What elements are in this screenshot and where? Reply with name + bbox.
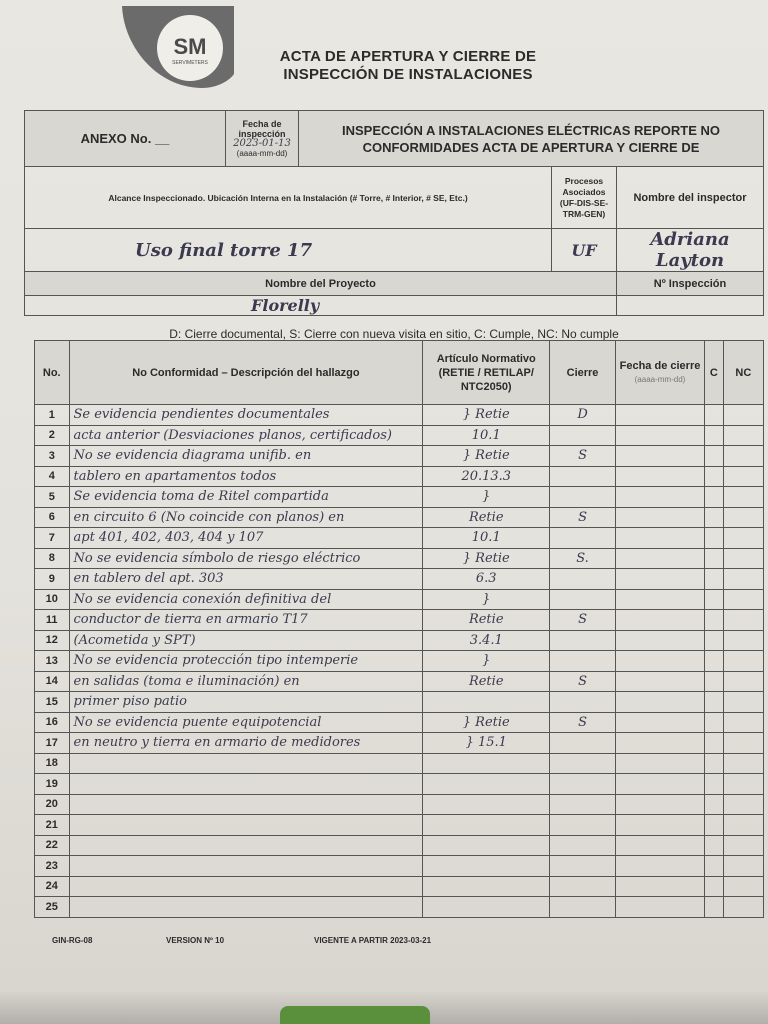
row-nc <box>723 589 763 610</box>
row-article: 20.13.3 <box>423 466 550 487</box>
table-row <box>35 630 764 651</box>
row-nc <box>723 876 763 897</box>
row-nc <box>723 835 763 856</box>
row-description <box>69 897 423 918</box>
row-nc <box>723 405 763 426</box>
row-nc <box>723 651 763 672</box>
row-description: en circuito 6 (No coincide con planos) en <box>69 507 423 528</box>
row-closure: S <box>550 446 616 467</box>
table-row <box>35 692 764 713</box>
row-closure <box>550 774 616 795</box>
row-nc <box>723 446 763 467</box>
row-c <box>705 651 724 672</box>
row-closure <box>550 651 616 672</box>
row-nc <box>723 528 763 549</box>
row-closure <box>550 630 616 651</box>
row-article: } Retie <box>423 712 550 733</box>
row-closure: S <box>550 507 616 528</box>
table-row <box>35 405 764 426</box>
row-c <box>705 671 724 692</box>
col-description: No Conformidad – Descripción del hallazgo <box>69 341 423 405</box>
row-close-date <box>615 897 704 918</box>
table-row <box>35 569 764 590</box>
table-row <box>35 487 764 508</box>
table-row <box>35 651 764 672</box>
inspection-no-label: Nº Inspección <box>617 272 764 296</box>
table-row <box>35 815 764 836</box>
row-number: 15 <box>35 692 70 713</box>
row-nc <box>723 794 763 815</box>
row-number: 3 <box>35 446 70 467</box>
row-number: 25 <box>35 897 70 918</box>
annex-label: ANEXO No. __ <box>25 111 226 167</box>
row-closure <box>550 692 616 713</box>
row-c <box>705 610 724 631</box>
row-close-date <box>615 610 704 631</box>
sm-logo <box>118 4 234 90</box>
row-nc <box>723 610 763 631</box>
table-row <box>35 548 764 569</box>
row-article: } <box>423 589 550 610</box>
table-row <box>35 712 764 733</box>
row-number: 1 <box>35 405 70 426</box>
processes-label: Procesos Asociados (UF-DIS-SE-TRM-GEN) <box>552 167 617 229</box>
row-article: Retie <box>423 671 550 692</box>
row-close-date <box>615 733 704 754</box>
row-nc <box>723 753 763 774</box>
row-c <box>705 528 724 549</box>
inspector-value: Adriana Layton <box>617 229 764 272</box>
title-line-1: ACTA DE APERTURA Y CIERRE DE <box>279 48 537 65</box>
document-title <box>258 48 558 84</box>
scope-label: Alcance Inspeccionado. Ubicación Interna en la Instalación (# Torre, # Interior, # SE, Etc.) <box>25 167 552 229</box>
row-c <box>705 446 724 467</box>
row-article <box>423 753 550 774</box>
row-c <box>705 630 724 651</box>
row-closure <box>550 835 616 856</box>
row-closure <box>550 528 616 549</box>
table-row <box>35 897 764 918</box>
row-description: Se evidencia pendientes documentales <box>69 405 423 426</box>
table-row <box>35 425 764 446</box>
table-row <box>35 753 764 774</box>
row-closure: S <box>550 712 616 733</box>
row-number: 9 <box>35 569 70 590</box>
row-number: 21 <box>35 815 70 836</box>
row-description <box>69 856 423 877</box>
row-article <box>423 815 550 836</box>
row-article: Retie <box>423 507 550 528</box>
row-c <box>705 856 724 877</box>
row-close-date <box>615 528 704 549</box>
row-nc <box>723 712 763 733</box>
row-number: 14 <box>35 671 70 692</box>
table-row <box>35 446 764 467</box>
row-description: No se evidencia protección tipo intemperie <box>69 651 423 672</box>
row-number: 24 <box>35 876 70 897</box>
row-description: en tablero del apt. 303 <box>69 569 423 590</box>
row-c <box>705 548 724 569</box>
row-closure: S <box>550 610 616 631</box>
row-nc <box>723 856 763 877</box>
row-description <box>69 794 423 815</box>
col-c: C <box>705 341 724 405</box>
row-c <box>705 589 724 610</box>
row-close-date <box>615 507 704 528</box>
row-article: } <box>423 651 550 672</box>
footer-code: GIN-RG-08 <box>52 936 93 945</box>
row-close-date <box>615 856 704 877</box>
col-close-date <box>615 341 704 405</box>
row-close-date <box>615 794 704 815</box>
row-c <box>705 794 724 815</box>
row-article <box>423 692 550 713</box>
row-description: No se evidencia diagrama unifib. en <box>69 446 423 467</box>
row-close-date <box>615 671 704 692</box>
inspector-label: Nombre del inspector <box>617 167 764 229</box>
row-nc <box>723 733 763 754</box>
row-closure <box>550 569 616 590</box>
row-nc <box>723 897 763 918</box>
row-c <box>705 487 724 508</box>
row-close-date <box>615 589 704 610</box>
row-closure <box>550 466 616 487</box>
row-article <box>423 774 550 795</box>
row-description: No se evidencia símbolo de riesgo eléctrico <box>69 548 423 569</box>
row-article: 10.1 <box>423 425 550 446</box>
row-description: en neutro y tierra en armario de medidores <box>69 733 423 754</box>
row-article: 6.3 <box>423 569 550 590</box>
table-row <box>35 466 764 487</box>
row-number: 23 <box>35 856 70 877</box>
row-article <box>423 835 550 856</box>
row-c <box>705 507 724 528</box>
row-description: Se evidencia toma de Ritel compartida <box>69 487 423 508</box>
row-article: } <box>423 487 550 508</box>
row-closure <box>550 876 616 897</box>
row-number: 7 <box>35 528 70 549</box>
table-row <box>35 528 764 549</box>
row-description: en salidas (toma e iluminación) en <box>69 671 423 692</box>
row-nc <box>723 671 763 692</box>
row-description <box>69 876 423 897</box>
row-close-date <box>615 815 704 836</box>
inspection-no-value <box>617 296 764 316</box>
row-c <box>705 753 724 774</box>
row-description <box>69 753 423 774</box>
row-close-date <box>615 446 704 467</box>
row-closure <box>550 815 616 836</box>
row-description <box>69 835 423 856</box>
row-c <box>705 876 724 897</box>
logo-text: SM <box>173 34 207 59</box>
date-label: Fecha de inspección <box>238 118 286 139</box>
row-close-date <box>615 753 704 774</box>
row-c <box>705 405 724 426</box>
row-c <box>705 425 724 446</box>
row-closure <box>550 753 616 774</box>
row-article: 10.1 <box>423 528 550 549</box>
row-close-date <box>615 876 704 897</box>
row-number: 8 <box>35 548 70 569</box>
row-article: 3.4.1 <box>423 630 550 651</box>
row-description <box>69 774 423 795</box>
close-date-label: Fecha de cierre <box>619 359 701 372</box>
col-nc: NC <box>723 341 763 405</box>
report-title: INSPECCIÓN A INSTALACIONES ELÉCTRICAS REPORTE NO CONFORMIDADES ACTA DE APERTURA Y CIERRE DE <box>299 111 764 167</box>
row-number: 6 <box>35 507 70 528</box>
row-close-date <box>615 712 704 733</box>
process-value: UF <box>552 229 617 272</box>
row-number: 18 <box>35 753 70 774</box>
row-number: 16 <box>35 712 70 733</box>
row-closure <box>550 589 616 610</box>
row-c <box>705 692 724 713</box>
row-close-date <box>615 630 704 651</box>
row-description: apt 401, 402, 403, 404 y 107 <box>69 528 423 549</box>
logo-subtext: SERVIMETERS <box>172 60 208 66</box>
row-close-date <box>615 466 704 487</box>
row-c <box>705 835 724 856</box>
row-c <box>705 712 724 733</box>
findings-table <box>34 340 764 918</box>
row-close-date <box>615 569 704 590</box>
row-c <box>705 897 724 918</box>
row-close-date <box>615 651 704 672</box>
row-description: tablero en apartamentos todos <box>69 466 423 487</box>
row-close-date <box>615 405 704 426</box>
row-c <box>705 733 724 754</box>
date-format: (aaaa-mm-dd) <box>236 148 288 158</box>
row-closure <box>550 897 616 918</box>
title-line-2: INSPECCIÓN DE INSTALACIONES <box>283 66 533 83</box>
date-value: 2023-01-13 <box>233 137 291 149</box>
row-nc <box>723 774 763 795</box>
row-description <box>69 815 423 836</box>
row-description: No se evidencia conexión definitiva del <box>69 589 423 610</box>
row-number: 5 <box>35 487 70 508</box>
row-c <box>705 466 724 487</box>
project-value: Florelly <box>25 296 617 316</box>
row-number: 4 <box>35 466 70 487</box>
row-c <box>705 569 724 590</box>
row-article <box>423 897 550 918</box>
row-closure <box>550 425 616 446</box>
row-close-date <box>615 774 704 795</box>
row-closure <box>550 487 616 508</box>
row-c <box>705 774 724 795</box>
row-nc <box>723 548 763 569</box>
row-close-date <box>615 425 704 446</box>
row-closure <box>550 794 616 815</box>
table-row <box>35 856 764 877</box>
col-article: Artículo Normativo (RETIE / RETILAP/ NTC2050) <box>423 341 550 405</box>
col-closure: Cierre <box>550 341 616 405</box>
row-c <box>705 815 724 836</box>
row-article <box>423 794 550 815</box>
row-close-date <box>615 692 704 713</box>
row-nc <box>723 507 763 528</box>
row-article: } 15.1 <box>423 733 550 754</box>
row-number: 19 <box>35 774 70 795</box>
row-nc <box>723 630 763 651</box>
row-description: (Acometida y SPT) <box>69 630 423 651</box>
row-description: acta anterior (Desviaciones planos, certificados) <box>69 425 423 446</box>
legend: D: Cierre documental, S: Cierre con nueva visita en sitio, C: Cumple, NC: No cumple <box>169 327 619 341</box>
row-number: 17 <box>35 733 70 754</box>
row-closure: S. <box>550 548 616 569</box>
row-number: 10 <box>35 589 70 610</box>
row-nc <box>723 569 763 590</box>
background-object <box>280 1006 430 1024</box>
row-closure <box>550 856 616 877</box>
row-nc <box>723 815 763 836</box>
row-close-date <box>615 487 704 508</box>
row-description: conductor de tierra en armario T17 <box>69 610 423 631</box>
inspection-date-cell <box>226 111 299 167</box>
table-row <box>35 794 764 815</box>
project-label: Nombre del Proyecto <box>25 272 617 296</box>
table-row <box>35 876 764 897</box>
row-number: 20 <box>35 794 70 815</box>
table-row <box>35 671 764 692</box>
table-row <box>35 774 764 795</box>
row-article: Retie <box>423 610 550 631</box>
scope-value: Uso final torre 17 <box>25 229 552 272</box>
table-row <box>35 589 764 610</box>
row-number: 22 <box>35 835 70 856</box>
row-closure: D <box>550 405 616 426</box>
header-table <box>24 110 764 316</box>
row-number: 13 <box>35 651 70 672</box>
row-nc <box>723 487 763 508</box>
row-close-date <box>615 548 704 569</box>
row-nc <box>723 692 763 713</box>
row-description: primer piso patio <box>69 692 423 713</box>
row-description: No se evidencia puente equipotencial <box>69 712 423 733</box>
footer-version: VERSION Nº 10 <box>166 936 225 945</box>
row-article <box>423 876 550 897</box>
table-row <box>35 610 764 631</box>
row-number: 12 <box>35 630 70 651</box>
row-article: } Retie <box>423 446 550 467</box>
row-close-date <box>615 835 704 856</box>
row-number: 2 <box>35 425 70 446</box>
row-closure: S <box>550 671 616 692</box>
col-no: No. <box>35 341 70 405</box>
close-date-format: (aaaa-mm-dd) <box>634 374 686 384</box>
row-nc <box>723 466 763 487</box>
table-row <box>35 507 764 528</box>
table-row <box>35 733 764 754</box>
row-article: } Retie <box>423 405 550 426</box>
table-row <box>35 835 764 856</box>
row-closure <box>550 733 616 754</box>
findings-rows <box>35 405 764 918</box>
row-nc <box>723 425 763 446</box>
row-number: 11 <box>35 610 70 631</box>
footer-valid-from: VIGENTE A PARTIR 2023-03-21 <box>314 936 432 945</box>
row-article: } Retie <box>423 548 550 569</box>
row-article <box>423 856 550 877</box>
